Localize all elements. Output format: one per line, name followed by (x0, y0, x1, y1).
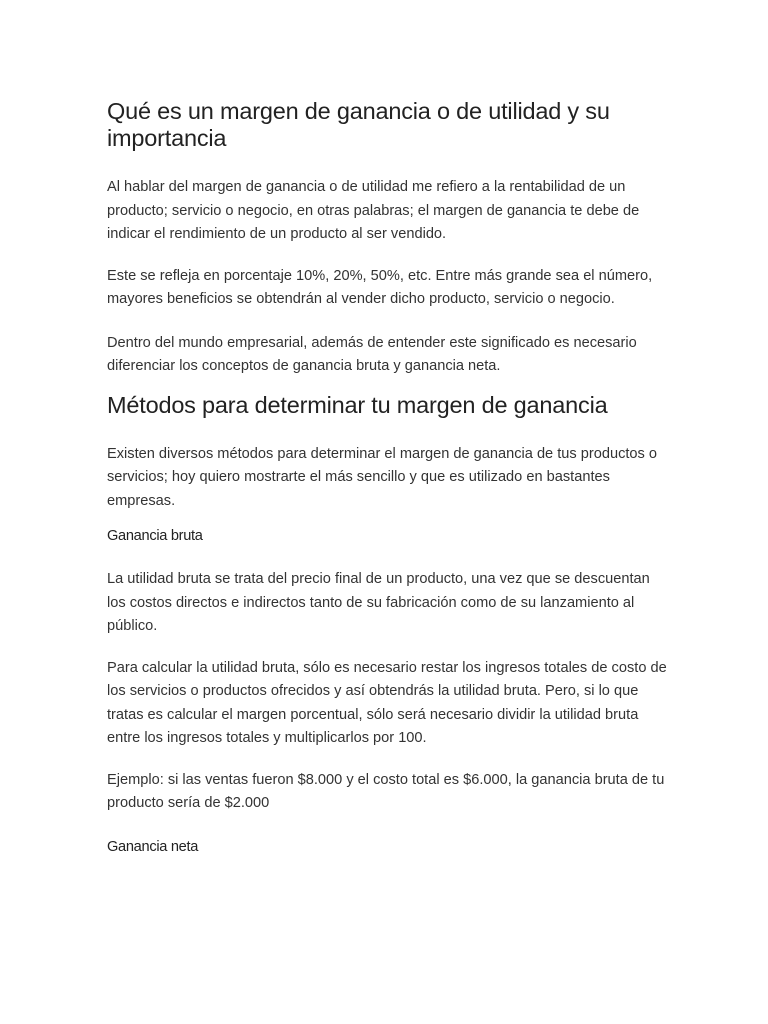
subheading-ganancia-neta: Ganancia neta (107, 838, 199, 855)
paragraph-utilidad-bruta: La utilidad bruta se trata del precio final de un producto, una vez que se descuentan los costos directos e indirectos tanto de su fabricación como de su lanzamiento al público. (107, 571, 650, 634)
document-page (107, 98, 667, 857)
paragraph-ejemplo: Ejemplo: si las ventas fueron $8.000 y el costo total es $6.000, la ganancia bruta de tu producto sería de $2.000 (107, 771, 665, 811)
section-title-margen: Qué es un margen de ganancia o de utilidad y su importancia (107, 98, 610, 151)
paragraph-definicion: Al hablar del margen de ganancia o de utilidad me refiero a la rentabilidad de un producto; servicio o negocio, en otras palabras; el margen de ganancia te debe de indicar el rendimiento de un producto al ser vendido. (107, 179, 640, 242)
paragraph-empresarial: Dentro del mundo empresarial, además de entender este significado es necesario diferenciar los conceptos de ganancia bruta y ganancia neta. (107, 334, 637, 374)
paragraph-calculo: Para calcular la utilidad bruta, sólo es necesario restar los ingresos totales de costo de los servicios o productos ofrecidos y así obtendrás la utilidad bruta. Pero, si lo que tratas es calcular el margen porcentual, sólo será necesario dividir la utilidad bruta entre los ingresos totales y multiplicarlos por 100. (107, 659, 667, 746)
subheading-ganancia-bruta: Ganancia bruta (107, 528, 203, 544)
paragraph-porcentaje: Este se refleja en porcentaje 10%, 20%, 50%, etc. Entre más grande sea el número, mayores beneficios se obtendrán al vender dicho producto, servicio o negocio. (107, 267, 653, 307)
section-title-metodos: Métodos para determinar tu margen de ganancia (107, 391, 608, 418)
paragraph-metodos: Existen diversos métodos para determinar el margen de ganancia de tus productos o servicios; hoy quiero mostrarte el más sencillo y que es utilizado en bastantes empresas. (107, 445, 658, 509)
